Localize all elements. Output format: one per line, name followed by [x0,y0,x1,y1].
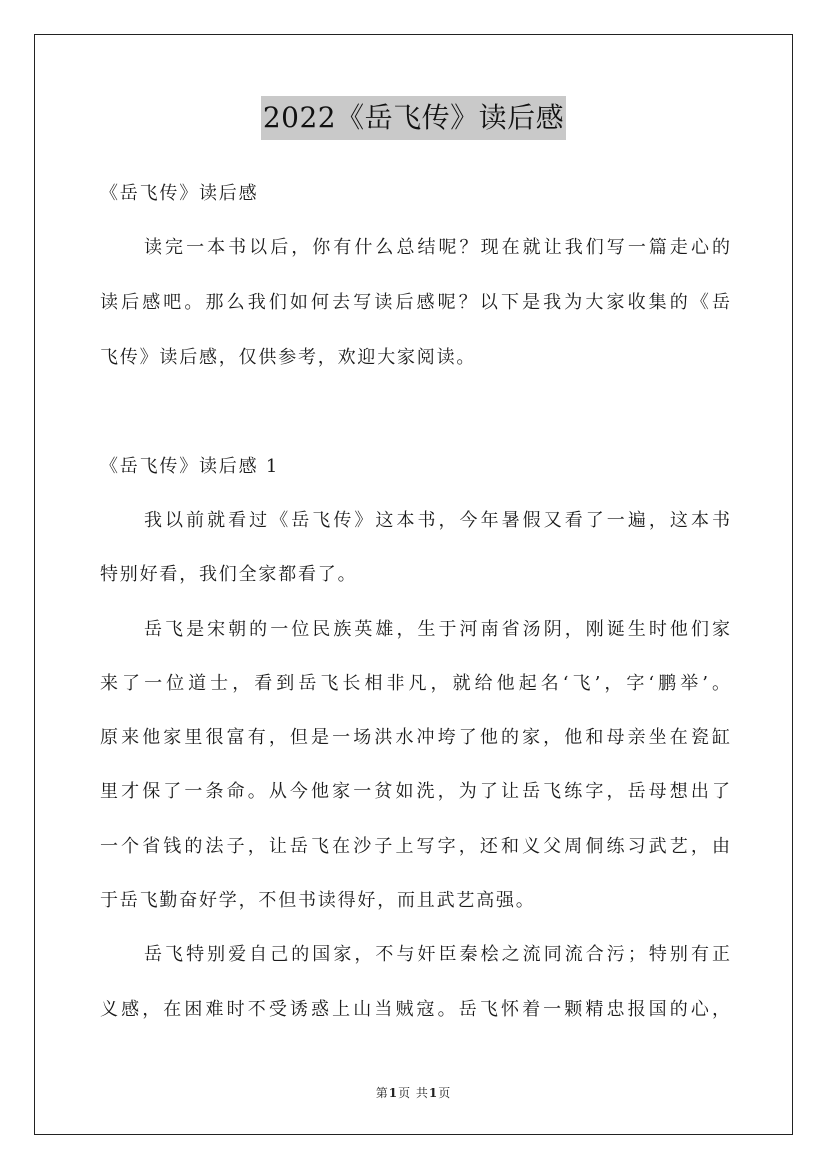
intro-line: 读后感吧。那么我们如何去写读后感呢？以下是我为大家收集的《岳 [100,292,730,313]
paragraph-line: 岳飞特别爱自己的国家，不与奸臣秦桧之流同流合污；特别有正 [144,944,730,965]
paragraph-line: 于岳飞勤奋好学，不但书读得好，而且武艺高强。 [100,890,536,911]
footer-page-number: 1 [388,1086,399,1100]
footer-total-pages: 1 [428,1086,439,1100]
paragraph-line: 我以前就看过《岳飞传》这本书，今年暑假又看了一遍，这本书 [144,510,730,531]
footer-prefix: 第 [375,1086,389,1100]
paragraph-line: 义感，在困难时不受诱惑上山当贼寇。岳飞怀着一颗精忠报国的心， [100,999,730,1020]
paragraph-line: 原来他家里很富有，但是一场洪水冲垮了他的家，他和母亲坐在瓷缸 [100,727,730,748]
paragraph-line: 特别好看，我们全家都看了。 [100,564,358,585]
title-wrap [0,96,827,140]
section-heading: 《岳飞传》读后感 1 [100,456,280,477]
subtitle: 《岳飞传》读后感 [100,183,259,204]
footer-mid: 页 共 [398,1086,429,1100]
footer-suffix: 页 [438,1086,452,1100]
paragraph-line: 岳飞是宋朝的一位民族英雄，生于河南省汤阴，刚诞生时他们家 [144,619,730,640]
paragraph-line: 里才保了一条命。从今他家一贫如洗，为了让岳飞练字，岳母想出了 [100,781,730,802]
page-footer [0,1084,827,1101]
intro-line: 读完一本书以后，你有什么总结呢？现在就让我们写一篇走心的 [144,237,730,258]
document-title: 2022《岳飞传》读后感 [261,96,566,140]
intro-line: 飞传》读后感，仅供参考，欢迎大家阅读。 [100,347,477,368]
paragraph-line: 来了一位道士，看到岳飞长相非凡，就给他起名‘飞’，字‘鹏举’。 [100,673,730,694]
paragraph-line: 一个省钱的法子，让岳飞在沙子上写字，还和义父周侗练习武艺，由 [100,836,730,857]
